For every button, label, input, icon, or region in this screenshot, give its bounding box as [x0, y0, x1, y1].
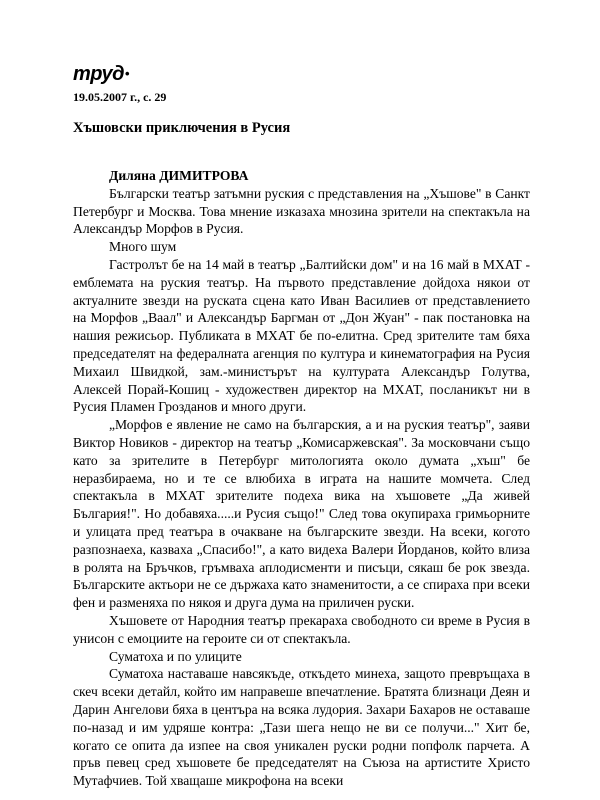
publication-date: 19.05.2007 г., с. 29 [73, 90, 167, 104]
article-body [73, 167, 530, 790]
paragraph: Гастролът бе на 14 май в театър „Балтийски дом" и на 16 май в МХАТ - емблемата на руския театър. На първото представление дойдоха някои от актуалните звезди на руската сцена като Иван Василиев от представлението на Морфов „Ваал" и Александър Баргман от „Дон Жуан" - пак постановка на нашия режисьор. Публиката в МХАТ бе по-елитна. Сред зрителите там бяха председателят на федералната агенция по култура и кинематография на Русия Михаил Швидкой, зам.-министърът на културата Александър Голутва, Алексей Порай-Кошиц - художествен директор на МХАТ, посланикът ни в Русия Пламен Грозданов и много други. [73, 256, 530, 415]
subheading: Суматоха и по улиците [109, 648, 242, 664]
paragraph: Български театър затъмни руския с представления на „Хъшове" в Санкт Петербург и Москва. Това мнение изказаха мнозина зрители на спектакъла на Александър Морфов в Русия. [73, 185, 530, 237]
logo-text: труд [73, 63, 124, 85]
paragraph: „Морфов е явление не само на българския, а и на руския театър", заяви Виктор Новиков - директор на театър „Комисаржевская". За московчани също като за зрителите в Петербург митологията около думата „хъш" бе неразбираема, но и те се влюбиха в играта на нашите момчета. След спектакъла в МХАТ зрителите подеха вика на хъшовете „Да живей България!". Но добавяха.....и Русия също!" След това окупираха гримьорните и улицата пред театъра в очакване на българските звезди. На всеки, когото разпознаеха, казваха „Спасибо!", а като видеха Валери Йорданов, който влиза в ролята на Бръчков, гръмваха аплодисменти и писъци, сякаш бе рок звезда. Българските актьори не се държаха като знаменитости, а се спираха при всеки фен и разменяха по някоя и друга дума на приличен руски. [73, 417, 530, 611]
logo-mark-icon: • [124, 66, 130, 81]
paragraph: Суматоха наставаше навсякъде, откъдето минеха, защото превръщаха в скеч всеки детайл, който им направеше впечатление. Братята близнаци Деян и Дарин Ангелови бяха в центъра на всяка лудория. Захари Бахаров не оставаше по-назад и им удряше контра: „Тази шега нещо не ви се получи..." Хит бе, когато се опита да изпее на своя уникален руски родни попфолк парчета. А пръв певец сред хъшовете бе председателят на Съюза на артистите Христо Мутафчиев. Той хващаше микрофона на всеки [73, 666, 530, 789]
author: Диляна ДИМИТРОВА [109, 168, 249, 183]
newspaper-logo [73, 64, 129, 84]
article-title: Хъшовски приключения в Русия [73, 120, 291, 136]
paragraph: Хъшовете от Народния театър прекараха свободното си време в Русия в унисон с емоциите на героите си от спектакъла. [73, 612, 530, 646]
subheading: Много шум [109, 239, 177, 255]
